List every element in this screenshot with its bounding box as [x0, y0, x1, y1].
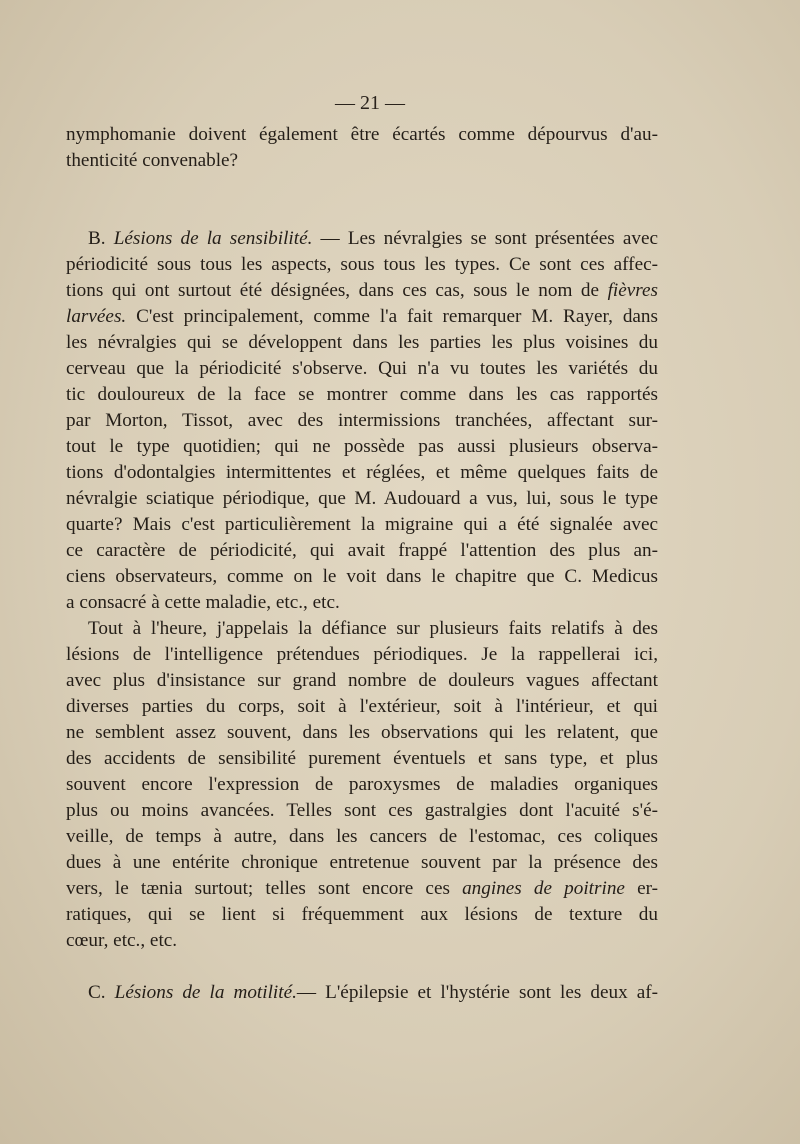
- section-letter: B.: [88, 228, 106, 249]
- text-line: avec plus d'insistance sur grand nombre de douleurs vagues affectant: [66, 670, 658, 691]
- text-line: nymphomanie doivent également être écartés comme dépourvus d'au-: [66, 124, 658, 145]
- text-line: [66, 278, 658, 304]
- text-line: dues à une entérite chronique entretenue souvent par la présence des: [66, 852, 658, 873]
- text-line: plus ou moins avancées. Telles sont ces gastralgies dont l'acuité s'é-: [66, 800, 658, 821]
- text-line: diverses parties du corps, soit à l'extérieur, soit à l'intérieur, et qui: [66, 696, 658, 717]
- text-line: souvent encore l'expression de paroxysmes de maladies organiques: [66, 774, 658, 795]
- text-line: cœur, etc., etc.: [66, 930, 178, 951]
- text-line: ratiques, qui se lient si fréquemment aux lésions de texture du: [66, 904, 658, 925]
- section-heading-line: [66, 226, 658, 252]
- text-line: thenticité convenable?: [66, 150, 239, 171]
- text-line: Tout à l'heure, j'appelais la défiance sur plusieurs faits relatifs à des: [88, 618, 658, 639]
- text-fragment: tions qui ont surtout été désignées, dans ces cas, sous le nom de: [66, 280, 608, 301]
- text-line: [66, 304, 658, 330]
- text-line: les névralgies qui se développent dans les parties les plus voisines du: [66, 332, 658, 353]
- spacer: [66, 954, 658, 980]
- text-line: tic douloureux de la face se montrer comme dans les cas rapportés: [66, 384, 658, 405]
- section-title: Lésions de la sensibilité.: [113, 228, 313, 249]
- text-fragment: er-: [624, 878, 658, 899]
- text-line: a consacré à cette maladie, etc., etc.: [66, 592, 340, 613]
- text-line: névralgie sciatique périodique, que M. Audouard a vus, lui, sous le type: [66, 488, 658, 509]
- text-line: ne semblent assez souvent, dans les observations qui les relatent, que: [66, 722, 658, 743]
- spacer: [66, 174, 658, 200]
- text-line: des accidents de sensibilité purement éventuels et sans type, et plus: [66, 748, 658, 769]
- text-line: quarte? Mais c'est particulièrement la migraine qui a été signalée avec: [66, 514, 658, 535]
- text-line: ce caractère de périodicité, qui avait frappé l'attention des plus an-: [66, 540, 658, 561]
- text-line: ciens observateurs, comme on le voit dans le chapitre que C. Medicus: [66, 566, 658, 587]
- text-fragment: — Les névralgies se sont présentées avec: [312, 228, 659, 249]
- section-heading-line: [66, 980, 658, 1006]
- text-line: veille, de temps à autre, dans les cancers de l'estomac, ces coliques: [66, 826, 658, 847]
- text-line: [66, 876, 658, 902]
- text-line: cerveau que la périodicité s'observe. Qui n'a vu toutes les variétés du: [66, 358, 658, 379]
- italic-term: fièvres: [607, 280, 658, 301]
- spacer: [66, 200, 658, 226]
- text-line: périodicité sous tous les aspects, sous tous les types. Ce sont ces affec-: [66, 254, 658, 275]
- italic-term: angines de poitrine: [462, 878, 625, 899]
- page-number: — 21 —: [335, 92, 405, 114]
- text-line: tout le type quotidien; qui ne possède pas aussi plusieurs observa-: [66, 436, 658, 457]
- text-line: par Morton, Tissot, avec des intermissions tranchées, affectant sur-: [66, 410, 658, 431]
- text-line: tions d'odontalgies intermittentes et réglées, et même quelques faits de: [66, 462, 658, 483]
- text-fragment: vers, le tænia surtout; telles sont encore ces: [66, 878, 463, 899]
- page-body: [66, 122, 658, 1006]
- text-fragment: C'est principalement, comme l'a fait remarquer M. Rayer, dans: [126, 306, 658, 327]
- text-line: lésions de l'intelligence prétendues périodiques. Je la rappellerai ici,: [66, 644, 658, 665]
- text-fragment: — L'épilepsie et l'hystérie sont les deux af-: [296, 982, 659, 1003]
- section-title: Lésions de la motilité.: [114, 982, 297, 1003]
- italic-term: larvées.: [66, 306, 127, 327]
- section-letter: C.: [88, 982, 106, 1003]
